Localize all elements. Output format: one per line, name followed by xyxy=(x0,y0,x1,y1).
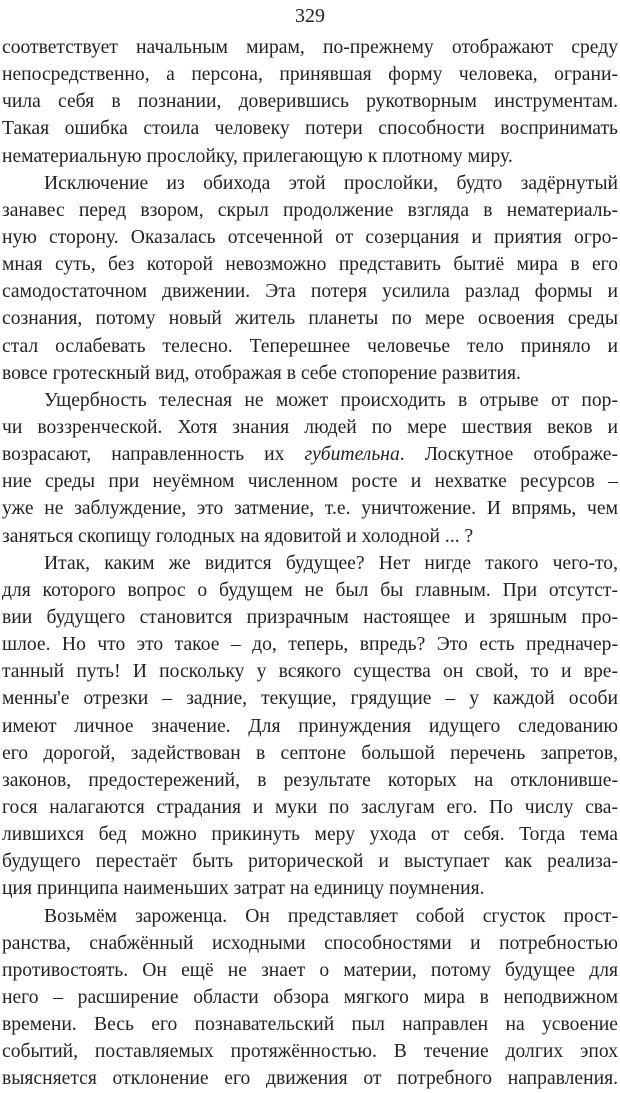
text-line: ция принципа наименьших затрат на единицу поумнения. xyxy=(2,878,485,900)
text-line: Ущербность телесная не может происходить в отрыве от пор- xyxy=(44,389,618,411)
text-segment: возрасают, направленность их xyxy=(2,444,305,466)
text-line: Исключение из обихода этой прослойки, будто задёрнутый xyxy=(44,172,618,194)
text-segment: . Лоскутное отображе- xyxy=(399,444,618,466)
text-body xyxy=(2,34,618,1092)
text-line: ние среды при неуёмном численном росте и нехватке ресурсов – xyxy=(2,471,618,493)
text-line: непосредственно, а персона, принявшая форму человека, ограни- xyxy=(2,64,618,86)
text-line: вии будущего становится призрачным настоящее и зряшным про- xyxy=(2,606,618,628)
text-line: Итак, каким же видится будущее? Нет нигде такого чего-то, xyxy=(44,552,618,574)
text-line: имеют личное значение. Для принуждения идущего следованию xyxy=(2,715,618,737)
text-line: ную сторону. Оказалась отсеченной от созерцания и приятия огро- xyxy=(2,226,618,248)
text-line: вовсе гротескный вид, отображая в себе стопорение развития. xyxy=(2,362,521,384)
page-number: 329 xyxy=(295,5,325,27)
text-line: событий, поставляемых протяжённостью. В течение долгих эпох xyxy=(2,1041,618,1063)
text-line: времени. Весь его познавательский пыл направлен на усвоение xyxy=(2,1014,618,1036)
text-line: сознания, потому новый житель планеты по мере освоения среды xyxy=(2,308,618,330)
text-line: будущего перестаёт быть риторической и выступает как реализа- xyxy=(2,851,618,873)
text-line: менны'е отрезки – задние, текущие, грядущие – у каждой особи xyxy=(2,688,618,710)
text-line: соответствует начальным мирам, по-прежнему отображают среду xyxy=(2,37,618,58)
text-line: самодостаточном движении. Эта потеря усилила разлад формы и xyxy=(2,281,618,303)
text-line: мная суть, без которой невозможно представить бытиё мира в его xyxy=(2,254,618,276)
text-line: шлое. Но что это такое – до, теперь, впредь? Это есть предначер- xyxy=(2,634,618,656)
text-line: лившихся бед можно прикинуть меру ухода от себя. Тогда тема xyxy=(2,824,618,846)
text-line: Такая ошибка стоила человеку потери способности воспринимать xyxy=(2,118,618,140)
italic-word: губительна xyxy=(304,444,400,466)
text-line: него – расширение области обзора мягкого мира в неподвижном xyxy=(2,986,618,1008)
text-line: выясняется отклонение его движения от потребного направления. xyxy=(2,1068,618,1090)
text-line: занавес перед взором, скрыл продолжение взгляда в нематериаль- xyxy=(2,199,618,221)
text-line: его дорогой, задействован в септоне большой перечень запретов, xyxy=(2,742,618,764)
text-line: уже не заблуждение, это затмение, т.е. уничтожение. И впрямь, чем xyxy=(2,498,618,520)
text-line xyxy=(2,441,618,468)
text-line: танный путь! И поскольку у всякого существа он свой, то и вре- xyxy=(2,661,618,683)
text-line: ранства, снабжённый исходными способностями и потребностью xyxy=(2,932,618,954)
text-line: для которого вопрос о будущем не был бы главным. При отсутст- xyxy=(2,579,618,601)
text-line: чи воззренческой. Хотя знания людей по мере шествия веков и xyxy=(2,416,618,438)
text-line: нематериальную прослойку, прилегающую к плотному миру. xyxy=(2,145,513,167)
text-line: Возьмём зароженца. Он представляет собой сгусток прост- xyxy=(44,905,618,927)
text-line: гося налагаются страдания и муки по заслугам его. По числу сва- xyxy=(2,796,618,818)
text-line: заняться скопищу голодных на ядовитой и холодной ... ? xyxy=(2,525,474,547)
text-line: стал ослабевать телесно. Теперешнее человечье тело приняло и xyxy=(2,335,618,357)
text-line: чила себя в познании, доверившись рукотворным инструментам. xyxy=(2,91,618,113)
text-line: законов, предостережений, в результате которых на отклонивше- xyxy=(2,769,618,791)
text-line: противостоять. Он ещё не знает о материи, потому будущее для xyxy=(2,959,618,981)
